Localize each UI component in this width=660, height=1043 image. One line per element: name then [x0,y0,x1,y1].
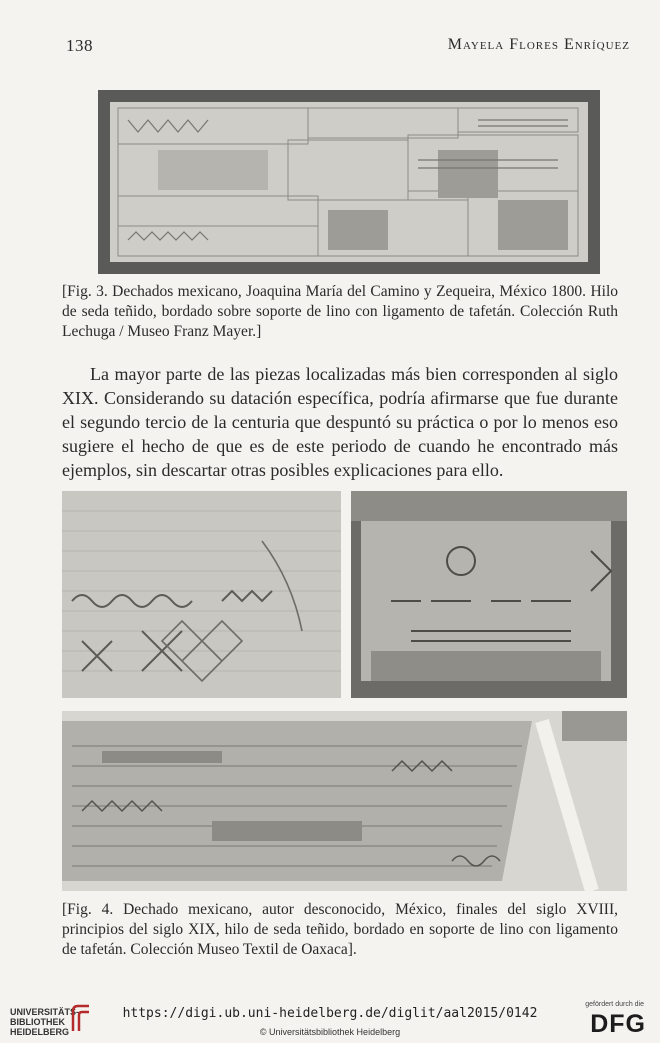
body-paragraph [62,362,618,482]
library-logo-text: UNIVERSITÄTS- BIBLIOTHEK HEIDELBERG [10,1007,80,1037]
fig4-caption: [Fig. 4. Dechado mexicano, autor desconocido, México, finales del siglo XVIII, principios del siglo XIX, hilo de seda teñido, bordado en soporte de lino con ligamento de tafetán. Colección Museo Textil de Oaxaca]. [62,901,618,958]
fig4-photo-left [62,491,341,698]
fig4-photo-right [351,491,627,698]
body-paragraph-text: La mayor parte de las piezas localizadas más bien corresponden al siglo XIX. Considerando su datación específica, podría afirmarse que fue durante el segundo tercio de la centuria que despuntó su práctica o por lo menos eso sugiere el hecho de que es de este periodo de cuando he encontrado más ejemplos, sin descartar otras posibles explicaciones para ello. [62,364,618,480]
fig3-sampler-photo [98,90,600,274]
source-url-link[interactable]: https://digi.ub.uni-heidelberg.de/diglit/aal2015/0142 [122,1006,538,1021]
funded-by-label: gefördert durch die [585,1001,644,1008]
running-head: Mayela Flores Enríquez [447,36,630,53]
fig4-photo-bottom [62,711,627,891]
dfg-logo: DFG [590,1010,646,1038]
copyright-notice: © Universitätsbibliothek Heidelberg [259,1027,401,1037]
fig3-caption: [Fig. 3. Dechados mexicano, Joaquina María del Camino y Zequeira, México 1800. Hilo de seda teñido, bordado sobre soporte de lino con ligamento de tafetán. Colección Ruth Lechuga / Museo Franz Mayer.] [62,283,618,340]
page-number: 138 [66,36,93,55]
